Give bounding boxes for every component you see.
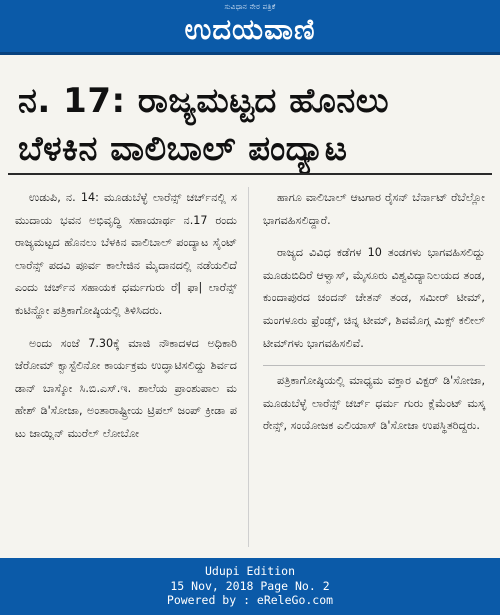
edition-date-page: 15 Nov, 2018 Page No. 2 <box>170 578 330 593</box>
article-paragraph: ಪತ್ರಿಕಾಗೋಷ್ಠಿಯಲ್ಲಿ ಮಾಧ್ಯಮ ವಕ್ತಾರ ವಿಕ್ಟರ್ ಡಿ'ಸೋಜಾ, ಮೂಡುಬೆಳ್ಳೆ ಲಾರೆನ್ಸ್ ಚರ್ಚ್ ಧರ್ಮ ಗುರು ಕ್ಲೆಮೆಂಟ್ ಮಸ್ಕರೇನ್ಸ್, ಸಂಯೋಜಕ ಎಲಿಯಾಸ್ ಡಿ'ಸೋಜಾ ಉಪಸ್ಥಿತರಿದ್ದರು. <box>263 365 485 438</box>
edition-footer <box>0 558 500 615</box>
masthead-tagline: ಸುವಿಧಾನ ನೇರ ಪತ್ರಿಕೆ <box>224 3 276 11</box>
article-paragraph: ಉಡುಪಿ, ನ. 14: ಮೂಡುಬೆಳ್ಳೆ ಲಾರೆನ್ಸ್ ಚರ್ಚ್‌ನಲ್ಲಿ ಸಮುದಾಯ ಭವನ ಅಭಿವೃದ್ಧಿ ಸಹಾಯಾರ್ಥ ನ.17 ರಂದು ರಾಜ್ಯಮಟ್ಟದ ಹೊನಲು ಬೆಳಕಿನ ವಾಲಿಬಾಲ್ ಪಂದ್ಯಾಟ ಸೈಂಟ್ ಲಾರೆನ್ಸ್ ಪದವಿ ಪೂರ್ವ ಕಾಲೇಜಿನ ಮೈದಾನದಲ್ಲಿ ನಡೆಯಲಿದೆ ಎಂದು ಚರ್ಚ್‌ನ ಸಹಾಯಕ ಧರ್ಮಗುರು ರೆ| ಫಾ| ಲಾರೆನ್ಸ್ ಕುಟಿನ್ಹೋ ಪತ್ರಿಕಾಗೋಷ್ಠಿಯಲ್ಲಿ ತಿಳಿಸಿದರು. <box>15 191 237 317</box>
article-paragraph: ರಾಜ್ಯದ ವಿವಿಧ ಕಡೆಗಳ 10 ತಂಡಗಳು ಭಾಗವಹಿಸಲಿದ್ದು ಮೂಡುಬಿದಿರೆ ಆಳ್ವಾಸ್, ಮೈಸೂರು ವಿಶ್ವವಿದ್ಯಾನಿಲಯದ ತಂಡ, ಕುಂದಾಪುರದ ಚಂದನ್ ಚೇತನ್ ತಂಡ, ಸಮೀರ್ ಟೀಮ್, ಮಂಗಳೂರು ಫ್ರೆಂಡ್ಸ್, ಚಿನ್ನ ಟೀಮ್, ಶಿವಮೊಗ್ಗ ಮಿಕ್ಸ್ ಕಲೀಲ್ ಟೀಮ್‌ಗಳು ಭಾಗವಹಿಸಲಿವೆ. <box>263 246 485 350</box>
newspaper-logo: ಉದಯವಾಣಿ <box>184 12 316 46</box>
headline-line-2: ಬೆಳಕಿನ ವಾಲಿಬಾಲ್ ಪಂದ್ಯಾಟ <box>18 129 348 169</box>
article-paragraph: ಹಾಗೂ ವಾಲಿಬಾಲ್ ಆಟಗಾರ ರೈಸನ್ ಬೆರ್ನಾಟ್ ರೆಬೆಲ್ಲೋ ಭಾಗವಹಿಸಲಿದ್ದಾರೆ. <box>263 191 485 227</box>
article-paragraph: ಅಂದು ಸಂಜೆ 7.30ಕ್ಕೆ ಮಾಜಿ ನೌಕಾದಳದ ಅಧಿಕಾರಿ ಜೆರೋಮ್ ಕ್ವಾಸ್ಟೆಲಿನೋ ಕಾರ್ಯಕ್ರಮ ಉದ್ಘಾಟಿಸಲಿದ್ದು ಶಿರ್ವದ ಡಾನ್ ಬಾಸ್ಕೋ ಸಿ.ಬಿ.ಎಸ್.ಇ. ಶಾಲೆಯ ಪ್ರಾಂಶುಪಾಲ ಮಹೇಶ್ ಡಿ'ಸೋಜಾ, ಅಂತಾರಾಷ್ಟ್ರೀಯ ಟ್ರಿಪಲ್ ಜಂಪ್ ಕ್ರೀಡಾ ಪಟು ಜಾಯ್ಲಿನ್ ಮುರೆಲ್ ಲೋಬೋ <box>15 336 237 440</box>
newspaper-clipping <box>0 55 500 558</box>
headline-line-1: ನ. 17: ರಾಜ್ಯಮಟ್ಟದ ಹೊನಲು <box>18 81 390 121</box>
headline-rule <box>8 173 492 175</box>
article-column-right <box>263 187 485 448</box>
powered-by-link[interactable]: Powered by : eReleGo.com <box>166 593 334 607</box>
article-headline <box>18 77 488 173</box>
masthead <box>0 0 500 55</box>
column-divider <box>248 187 249 547</box>
edition-name: Udupi Edition <box>204 564 295 578</box>
article-column-left <box>15 187 237 456</box>
